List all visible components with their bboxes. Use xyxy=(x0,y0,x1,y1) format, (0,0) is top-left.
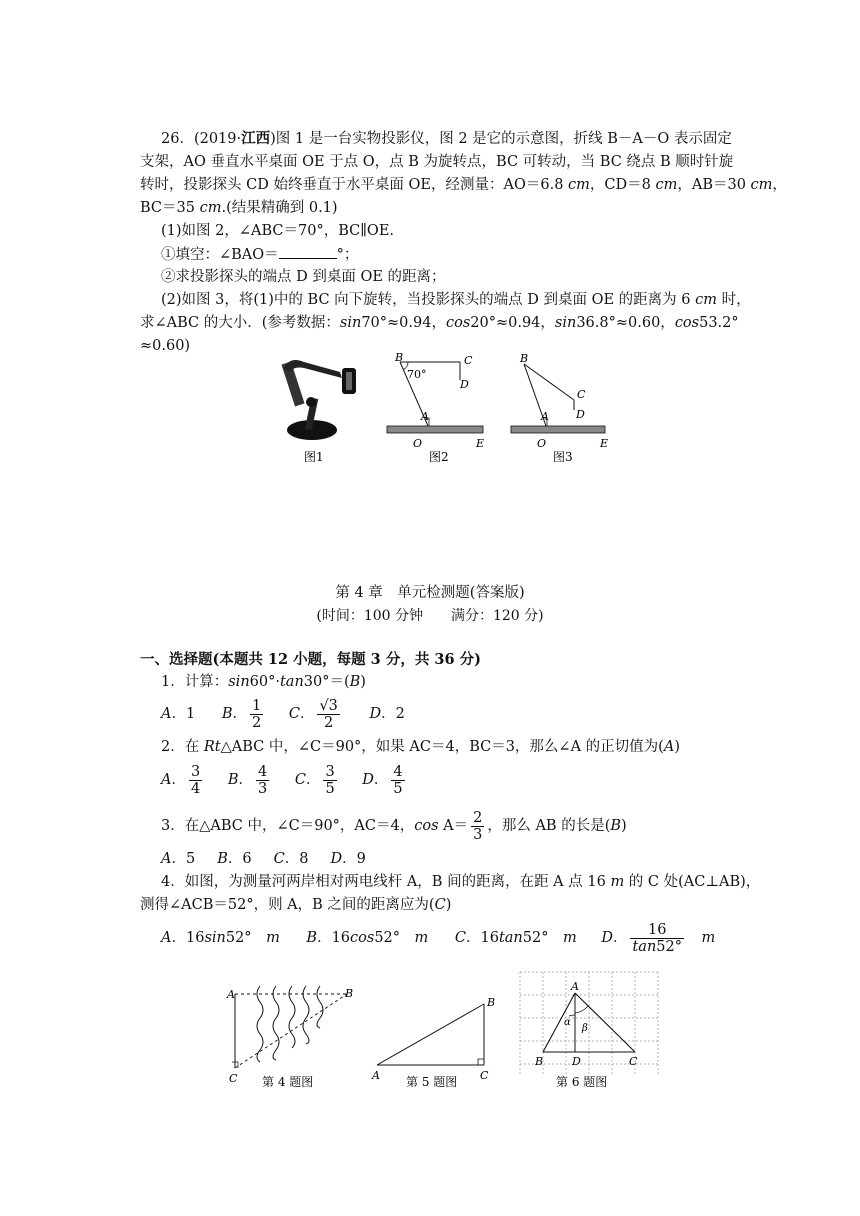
angle-label: 70° xyxy=(407,368,427,381)
fraction: $\frac{4}{5}$ xyxy=(393,763,403,797)
point-D: D xyxy=(576,408,585,421)
q26-text: 转时，投影探头 CD 始终垂直于水平桌面 OE，经测量：AO＝6.8 xyxy=(140,177,569,193)
point-B: B xyxy=(535,1055,544,1068)
point-E: E xyxy=(600,437,609,450)
point-A: A xyxy=(421,410,429,423)
q26-part1 xyxy=(161,221,394,241)
figure-2-diagram xyxy=(387,362,483,433)
q26-part2-line3 xyxy=(140,336,190,356)
point-C: C xyxy=(229,1072,238,1085)
q2-text: △ABC 中，∠C＝90°，如果 AC＝4，BC＝3，那么∠A 的正切值为( xyxy=(220,739,664,755)
q26-part2-line1 xyxy=(161,290,751,310)
q26-text: 70°≈0.94， xyxy=(361,315,446,331)
q26-text: )图 1 是一台实物投影仪，图 2 是它的示意图，折线 B－A－O 表示固定 xyxy=(270,131,732,147)
option-label: D xyxy=(369,706,382,722)
q26-text: ， xyxy=(772,177,787,193)
q4-line1 xyxy=(161,872,760,892)
point-A: A xyxy=(571,980,579,993)
q3-stem xyxy=(161,806,627,846)
q2-stem xyxy=(161,737,680,757)
point-B: B xyxy=(487,996,496,1009)
point-B: B xyxy=(345,987,354,1000)
fraction: $\frac{2}{3}$ xyxy=(473,809,483,843)
fraction: $\frac{3}{4}$ xyxy=(190,763,201,797)
figure-1-projector xyxy=(281,360,356,440)
q5-figure xyxy=(377,1004,484,1065)
fn: sin xyxy=(554,315,577,331)
q26-text: ，AB＝30 xyxy=(677,177,751,193)
fig2-caption: 图2 xyxy=(429,450,449,464)
q2-options: A． $\frac{3}{4}$ B． $\frac{4}{3}$ C． $\frac{3}{5}$ D． $\frac{4}{5}$ xyxy=(161,763,403,797)
alpha-label: α xyxy=(564,1017,571,1028)
fn: cos xyxy=(414,818,439,834)
q4-text: 4．如图，为测量河两岸相对两电线杆 A，B 间的距离，在距 A 点 16 xyxy=(161,874,611,890)
q4-line2 xyxy=(140,895,451,915)
rt: Rt xyxy=(203,739,221,755)
q1-options: A．1 B． $\frac{1}{2}$ C． $\frac{√3}{2}$ D．2 xyxy=(161,697,405,731)
q26-line3 xyxy=(140,175,787,195)
point-A: A xyxy=(541,410,549,423)
point-C: C xyxy=(464,354,473,367)
option-label: A xyxy=(161,706,172,722)
q4-caption: 第 4 题图 xyxy=(262,1075,314,1089)
point-C: C xyxy=(480,1069,489,1082)
q26-text: .(结果精确到 0.1) xyxy=(221,200,338,216)
answer-blank xyxy=(279,244,337,259)
q26-part2-line2 xyxy=(140,313,739,333)
q26-line2 xyxy=(140,152,733,172)
q4-options: A．16sin52° m B．16cos52° m C．16tan52° m D． $\frac{16}{\tan 52^\circ}$ m xyxy=(161,921,716,955)
q26-text: 26．(2019· xyxy=(161,131,242,147)
q1-text: 30°＝( xyxy=(303,674,350,690)
q2-text: 2．在 xyxy=(161,739,204,755)
q1-text: 1．计算： xyxy=(161,674,229,690)
q2-text: ) xyxy=(674,739,680,755)
q4-text: 测得∠ACB＝52°，则 A，B 之间的距离应为( xyxy=(140,897,435,913)
q26-source: 江西 xyxy=(241,130,271,147)
q26-text: 支架，AO 垂直水平桌面 OE 于点 O，点 B 为旋转点，BC 可转动，当 BC 绕点 B 顺时针旋 xyxy=(140,154,734,170)
fraction: $\frac{16}{\tan 52^\circ}$ xyxy=(632,921,682,955)
bottom-figures xyxy=(225,968,665,1090)
point-D: D xyxy=(460,378,469,391)
point-A: A xyxy=(372,1069,380,1082)
q26-part1a xyxy=(161,244,358,265)
q3-text: 3．在△ABC 中，∠C＝90°，AC＝4， xyxy=(161,818,415,834)
point-D: D xyxy=(572,1055,581,1068)
option-text: ．1 xyxy=(171,706,196,722)
chapter-title: 第 4 章 单元检测题(答案版) xyxy=(335,585,525,601)
fn: sin xyxy=(339,315,362,331)
fraction: $\frac{1}{2}$ xyxy=(251,697,262,731)
unit: cm xyxy=(695,292,718,308)
unit: m xyxy=(610,874,625,890)
fn: tan xyxy=(279,674,304,690)
unit: cm xyxy=(199,200,222,216)
q3-text: A＝ xyxy=(438,818,469,834)
q26-text: ②求投影探头的端点 D 到桌面 OE 的距离； xyxy=(161,269,446,285)
q26-text: 36.8°≈0.60， xyxy=(576,315,675,331)
point-A: A xyxy=(227,988,235,1001)
answer: B xyxy=(349,674,361,690)
beta-label: β xyxy=(582,1023,588,1034)
point-B: B xyxy=(395,351,404,364)
fn: cos xyxy=(674,315,700,331)
point-O: O xyxy=(413,437,423,450)
option-label: B xyxy=(221,706,233,722)
point-O: O xyxy=(537,437,547,450)
unit: cm xyxy=(750,177,773,193)
q6-caption: 第 6 题图 xyxy=(556,1075,608,1089)
q4-text: ) xyxy=(445,897,452,913)
answer: A xyxy=(663,739,675,755)
point-C: C xyxy=(577,388,586,401)
q26-text: 求∠ABC 的大小．(参考数据： xyxy=(140,315,340,331)
q26-figures xyxy=(270,350,630,470)
q5-caption: 第 5 题图 xyxy=(406,1075,458,1089)
fig3-caption: 图3 xyxy=(553,450,573,464)
unit: cm xyxy=(655,177,678,193)
point-C: C xyxy=(629,1055,638,1068)
option-label: C xyxy=(288,706,300,722)
option-text: ．2 xyxy=(381,706,405,722)
q26-line1 xyxy=(161,129,732,149)
fraction: $\frac{4}{3}$ xyxy=(257,763,268,797)
fn: cos xyxy=(445,315,471,331)
q3-text: ，那么 AB 的长是( xyxy=(487,818,611,834)
fraction: $\frac{√3}{2}$ xyxy=(319,697,338,731)
q26-line4 xyxy=(140,198,338,218)
chapter-subtitle: (时间：100 分钟 满分：120 分) xyxy=(316,608,544,624)
q1-stem xyxy=(161,672,366,692)
q26-text: (2)如图 3，将(1)中的 BC 向下旋转，当投影探头的端点 D 到桌面 OE 的距离为 6 xyxy=(161,292,696,308)
fig1-caption: 图1 xyxy=(304,450,324,464)
answer: B xyxy=(610,818,622,834)
q1-text: 60°· xyxy=(249,674,280,690)
fraction: $\frac{3}{5}$ xyxy=(325,763,335,797)
q1-text: ) xyxy=(360,674,366,690)
figure-3-diagram xyxy=(511,364,605,433)
q26-text: BC＝35 xyxy=(140,200,200,216)
q26-text: 53.2° xyxy=(699,315,739,331)
point-B: B xyxy=(520,352,529,365)
q26-text: ，CD＝8 xyxy=(589,177,656,193)
q4-figure xyxy=(232,986,347,1068)
fn: sin xyxy=(228,674,250,690)
unit: cm xyxy=(568,177,590,193)
q26-text: (1)如图 2，∠ABC＝70°，BC∥OE. xyxy=(161,223,395,239)
q4-text: 的 C 处(AC⊥AB)， xyxy=(624,874,761,890)
q3-text: ) xyxy=(621,818,627,834)
q26-text: ①填空：∠BAO＝ xyxy=(161,247,279,263)
q3-options: A．5 B．6 C．8 D．9 xyxy=(161,851,366,867)
q26-text: 20°≈0.94， xyxy=(470,315,555,331)
q26-text: ≈0.60) xyxy=(140,338,191,354)
answer: C xyxy=(434,897,446,913)
section-heading: 一、选择题(本题共 12 小题，每题 3 分，共 36 分) xyxy=(140,651,481,668)
q26-text: °； xyxy=(336,247,359,263)
q26-part1b xyxy=(161,267,446,287)
q26-text: 时， xyxy=(717,292,751,308)
point-E: E xyxy=(476,437,485,450)
